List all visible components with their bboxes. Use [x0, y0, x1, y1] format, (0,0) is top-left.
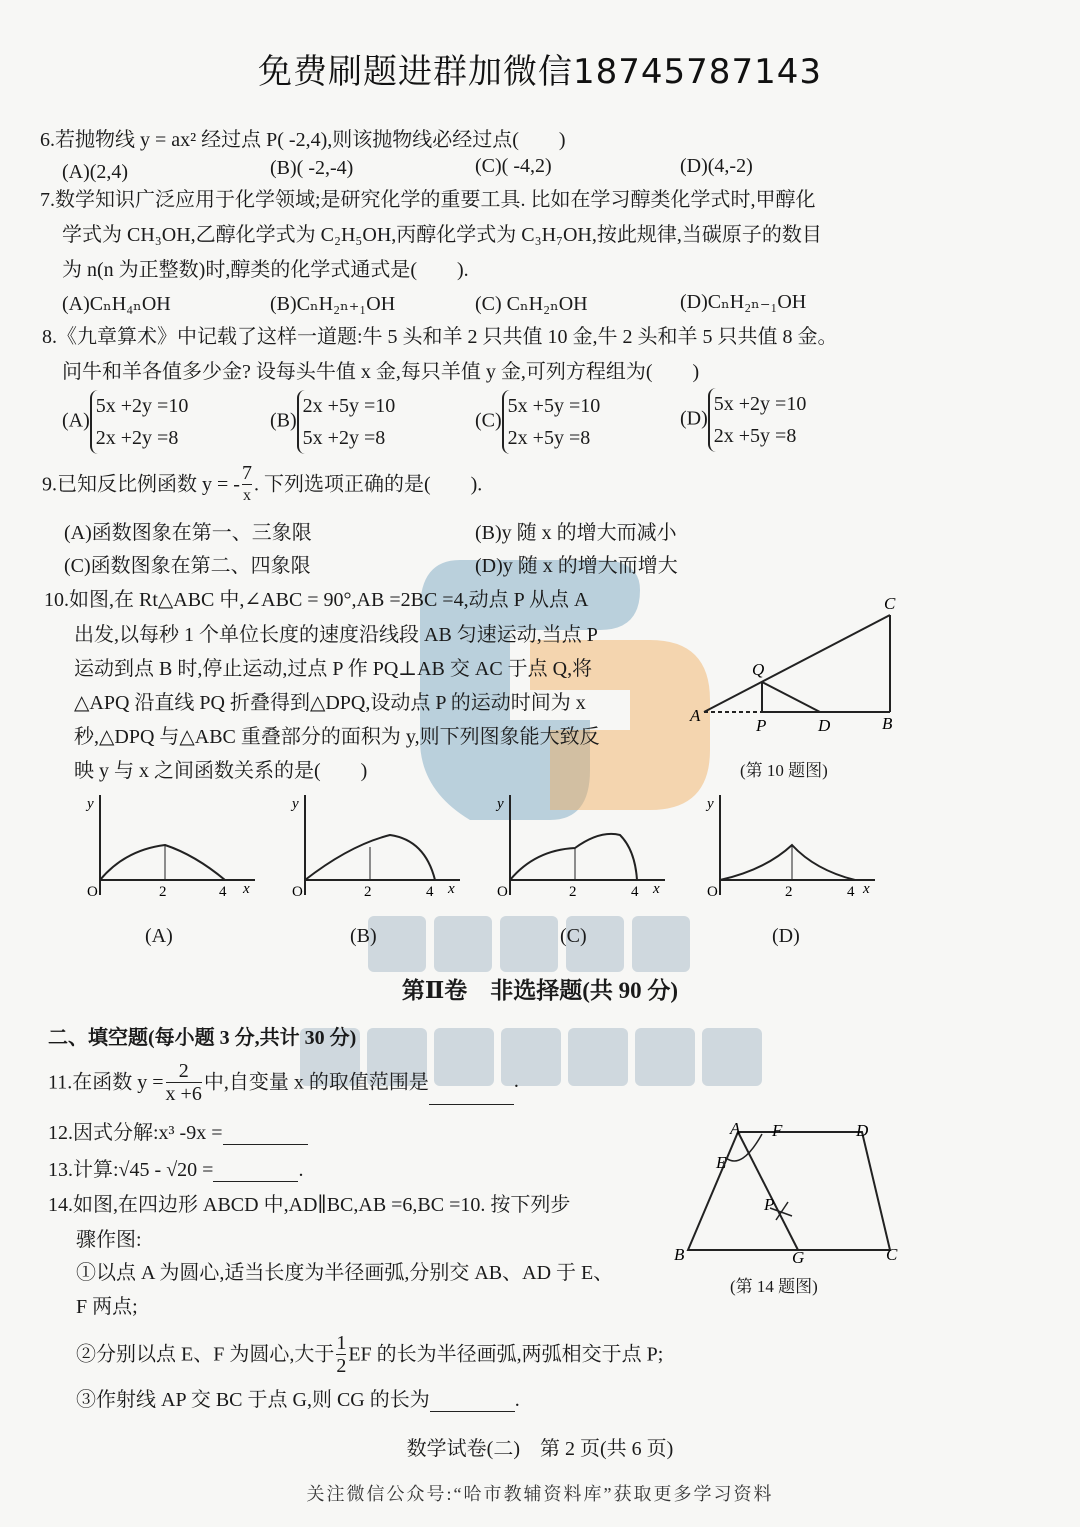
svg-text:4: 4	[847, 884, 855, 900]
svg-text:E: E	[716, 1153, 727, 1172]
svg-text:G: G	[792, 1248, 805, 1267]
graph-a	[75, 790, 255, 900]
equation: 2x +2y =8	[95, 427, 179, 449]
q9-option-b: (B)y 随 x 的增大而减小	[475, 522, 677, 544]
denominator: x	[242, 487, 251, 504]
q12	[48, 1121, 308, 1145]
label-p: P	[756, 716, 767, 735]
equation: 2x +5y =8	[713, 425, 797, 447]
svg-text:O: O	[497, 884, 508, 900]
q14-line-4: F 两点;	[76, 1296, 138, 1318]
fill-in-section-title: 二、填空题(每小题 3 分,共计 30 分)	[48, 1027, 357, 1049]
q6-option-b: (B)( -2,-4)	[270, 157, 354, 179]
svg-text:4: 4	[631, 884, 639, 900]
q14-quadrilateral-figure	[670, 1120, 900, 1265]
q10-line-6: 映 y 与 x 之间函数关系的是( )	[74, 760, 368, 782]
q6-option-c: (C)( -4,2)	[475, 155, 552, 177]
svg-text:y: y	[87, 796, 94, 812]
option-label: (D)	[680, 407, 708, 430]
fraction	[166, 1060, 202, 1105]
q9-option-a: (A)函数图象在第一、三象限	[64, 522, 312, 544]
equation: 5x +2y =10	[95, 395, 189, 417]
graph-b	[280, 790, 460, 900]
svg-text:2: 2	[785, 884, 793, 900]
q10-figure-caption: (第 10 题图)	[740, 761, 828, 780]
q9-stem	[42, 462, 482, 507]
svg-text:O: O	[707, 884, 718, 900]
q14-step-2	[76, 1332, 663, 1377]
svg-text:2: 2	[364, 884, 372, 900]
label-c: C	[884, 594, 896, 613]
equation: 5x +2y =10	[713, 393, 807, 415]
q8-option-b	[270, 390, 395, 454]
q7-line-2: 学式为 CH₃OH,乙醇化学式为 C₂H₅OH,丙醇化学式为 C₃H₇OH,按此规律,当碳原子的数目	[62, 224, 822, 246]
q14-step-3: ③作射线 AP 交 BC 于点 G,则 CG 的长为 .	[76, 1389, 520, 1411]
svg-text:x: x	[243, 881, 250, 897]
segment-ac	[704, 615, 890, 712]
option-label: (C)	[475, 409, 502, 432]
q8-option-d	[680, 388, 806, 452]
svg-text:A: A	[730, 1119, 741, 1138]
numerator: 1	[336, 1332, 347, 1354]
q7-option-d: (D)CₙH₂ₙ₋₁OH	[680, 291, 807, 313]
q9-option-d: (D)y 随 x 的增大而增大	[475, 555, 678, 577]
q7-option-a: (A)CₙH₄ₙOH	[62, 293, 171, 315]
equation: 5x +2y =8	[302, 427, 386, 449]
step2-a: ②分别以点 E、F 为圆心,大于	[76, 1343, 335, 1366]
svg-text:C: C	[886, 1245, 898, 1264]
numerator: 2	[166, 1060, 202, 1083]
q9-option-c: (C)函数图象在第二、四象限	[64, 555, 311, 577]
q8-line-1: 8.《九章算术》中记载了这样一道题:牛 5 头和羊 2 只共值 10 金,牛 2 头和羊 5 只共值 8 金。	[42, 326, 838, 348]
svg-text:P: P	[764, 1195, 775, 1214]
bottom-note: 关注微信公众号:“哈市教辅资料库”获取更多学习资料	[306, 1484, 774, 1504]
q10-line-1: 10.如图,在 Rt△ABC 中,∠ABC = 90°,AB =2BC =4,动点 P 从点 A	[44, 589, 589, 611]
fraction	[336, 1332, 346, 1377]
q11-b: 中,自变量 x 的取值范围是	[203, 1071, 429, 1094]
graph-d-label: (D)	[772, 925, 800, 947]
q7-line-3: 为 n(n 为正整数)时,醇类的化学式通式是( ).	[62, 259, 469, 281]
answer-blank	[223, 1126, 308, 1145]
svg-text:x: x	[653, 881, 660, 897]
svg-text:y: y	[707, 796, 714, 812]
numerator: 7	[241, 462, 252, 484]
segment-qd	[762, 682, 820, 712]
q6-stem: 6.若抛物线 y = ax² 经过点 P( -2,4),则该抛物线必经过点( )	[40, 129, 566, 151]
label-q: Q	[752, 660, 765, 679]
svg-text:y: y	[497, 796, 504, 812]
q9-stem-a: 9.已知反比例函数 y = -	[42, 473, 240, 496]
q10-line-5: 秒,△DPQ 与△ABC 重叠部分的面积为 y,则下列图象能大致反	[74, 726, 600, 748]
q13-text: 13.计算:√45 - √20 =	[48, 1159, 214, 1181]
svg-text:x: x	[448, 881, 455, 897]
q10-line-4: △APQ 沿直线 PQ 折叠得到△DPQ,设动点 P 的运动时间为 x	[74, 692, 586, 714]
q10-line-2: 出发,以每秒 1 个单位长度的速度沿线段 AB 匀速运动,当点 P	[74, 624, 598, 646]
q7-line-1: 7.数学知识广泛应用于化学领域;是研究化学的重要工具. 比如在学习醇类化学式时,甲醇化	[40, 189, 816, 211]
graph-c-label: (C)	[560, 925, 587, 947]
page-footer: 数学试卷(二) 第 2 页(共 6 页)	[406, 1438, 674, 1460]
header-banner: 免费刷题进群加微信18745787143	[258, 52, 822, 92]
option-label: (A)	[62, 409, 90, 432]
q8-option-a	[62, 390, 188, 454]
q14-figure-caption: (第 14 题图)	[730, 1277, 818, 1296]
equation: 5x +5y =10	[507, 395, 601, 417]
ray-ag	[738, 1132, 798, 1250]
svg-text:y: y	[292, 796, 299, 812]
q10-triangle-figure	[690, 595, 910, 745]
graph-b-label: (B)	[350, 925, 377, 947]
equation: 2x +5y =10	[302, 395, 396, 417]
svg-text:x: x	[863, 881, 870, 897]
denominator: x +6	[165, 1083, 202, 1105]
svg-text:F: F	[772, 1121, 783, 1140]
answer-blank	[429, 1086, 514, 1105]
svg-text:O: O	[292, 884, 303, 900]
q8-line-2: 问牛和羊各值多少金? 设每头牛值 x 金,每只羊值 y 金,可列方程组为( )	[62, 361, 700, 383]
equation: 2x +5y =8	[507, 427, 591, 449]
svg-text:2: 2	[569, 884, 577, 900]
step2-b: EF 的长为半径画弧,两弧相交于点 P;	[348, 1343, 664, 1366]
answer-blank	[430, 1393, 515, 1412]
label-a: A	[690, 706, 701, 725]
q13: 13.计算:√45 - √20 = .	[48, 1159, 304, 1181]
svg-text:B: B	[674, 1245, 685, 1264]
q14-line-2: 骤作图:	[76, 1229, 142, 1251]
q14-line-3: ①以点 A 为圆心,适当长度为半径画弧,分别交 AB、AD 于 E、	[76, 1262, 614, 1284]
q11: 11.在函数 y = $\frac{2}{x +6}$ 中,自变量 x 的取值范围是 .	[48, 1060, 519, 1105]
curve	[100, 845, 225, 880]
q7-option-b: (B)CₙH₂ₙ₊₁OH	[270, 293, 396, 315]
q7-option-c: (C) CₙH₂ₙOH	[475, 293, 588, 315]
label-b: B	[882, 714, 893, 733]
option-label: (B)	[270, 409, 297, 432]
section-2-title: 第Ⅱ卷 非选择题(共 90 分)	[401, 978, 679, 1003]
graph-d	[695, 790, 875, 900]
svg-text:D: D	[856, 1121, 869, 1140]
svg-text:O: O	[87, 884, 98, 900]
label-d: D	[818, 716, 831, 735]
step3-text: ③作射线 AP 交 BC 于点 G,则 CG 的长为	[76, 1389, 430, 1411]
q10-line-3: 运动到点 B 时,停止运动,过点 P 作 PQ⊥AB 交 AC 于点 Q,将	[74, 658, 593, 680]
fraction	[242, 462, 252, 507]
q11-a: 11.在函数 y =	[48, 1071, 164, 1094]
answer-blank	[213, 1163, 298, 1182]
q6-option-a: (A)(2,4)	[62, 161, 129, 183]
curve	[720, 845, 855, 880]
q6-option-d: (D)(4,-2)	[680, 155, 753, 177]
q9-stem-b: . 下列选项正确的是( ).	[253, 473, 483, 496]
graph-a-label: (A)	[145, 925, 173, 947]
graph-c	[485, 790, 665, 900]
q12-text: 12.因式分解:x³ -9x =	[48, 1122, 223, 1144]
denominator: 2	[336, 1355, 347, 1377]
watermark-text-1	[368, 912, 698, 976]
svg-text:2: 2	[159, 884, 167, 900]
svg-text:4: 4	[426, 884, 434, 900]
curve	[510, 834, 637, 880]
q8-option-c	[475, 390, 600, 454]
svg-text:4: 4	[219, 884, 227, 900]
q14-line-1: 14.如图,在四边形 ABCD 中,AD∥BC,AB =6,BC =10. 按下列步	[48, 1194, 571, 1216]
